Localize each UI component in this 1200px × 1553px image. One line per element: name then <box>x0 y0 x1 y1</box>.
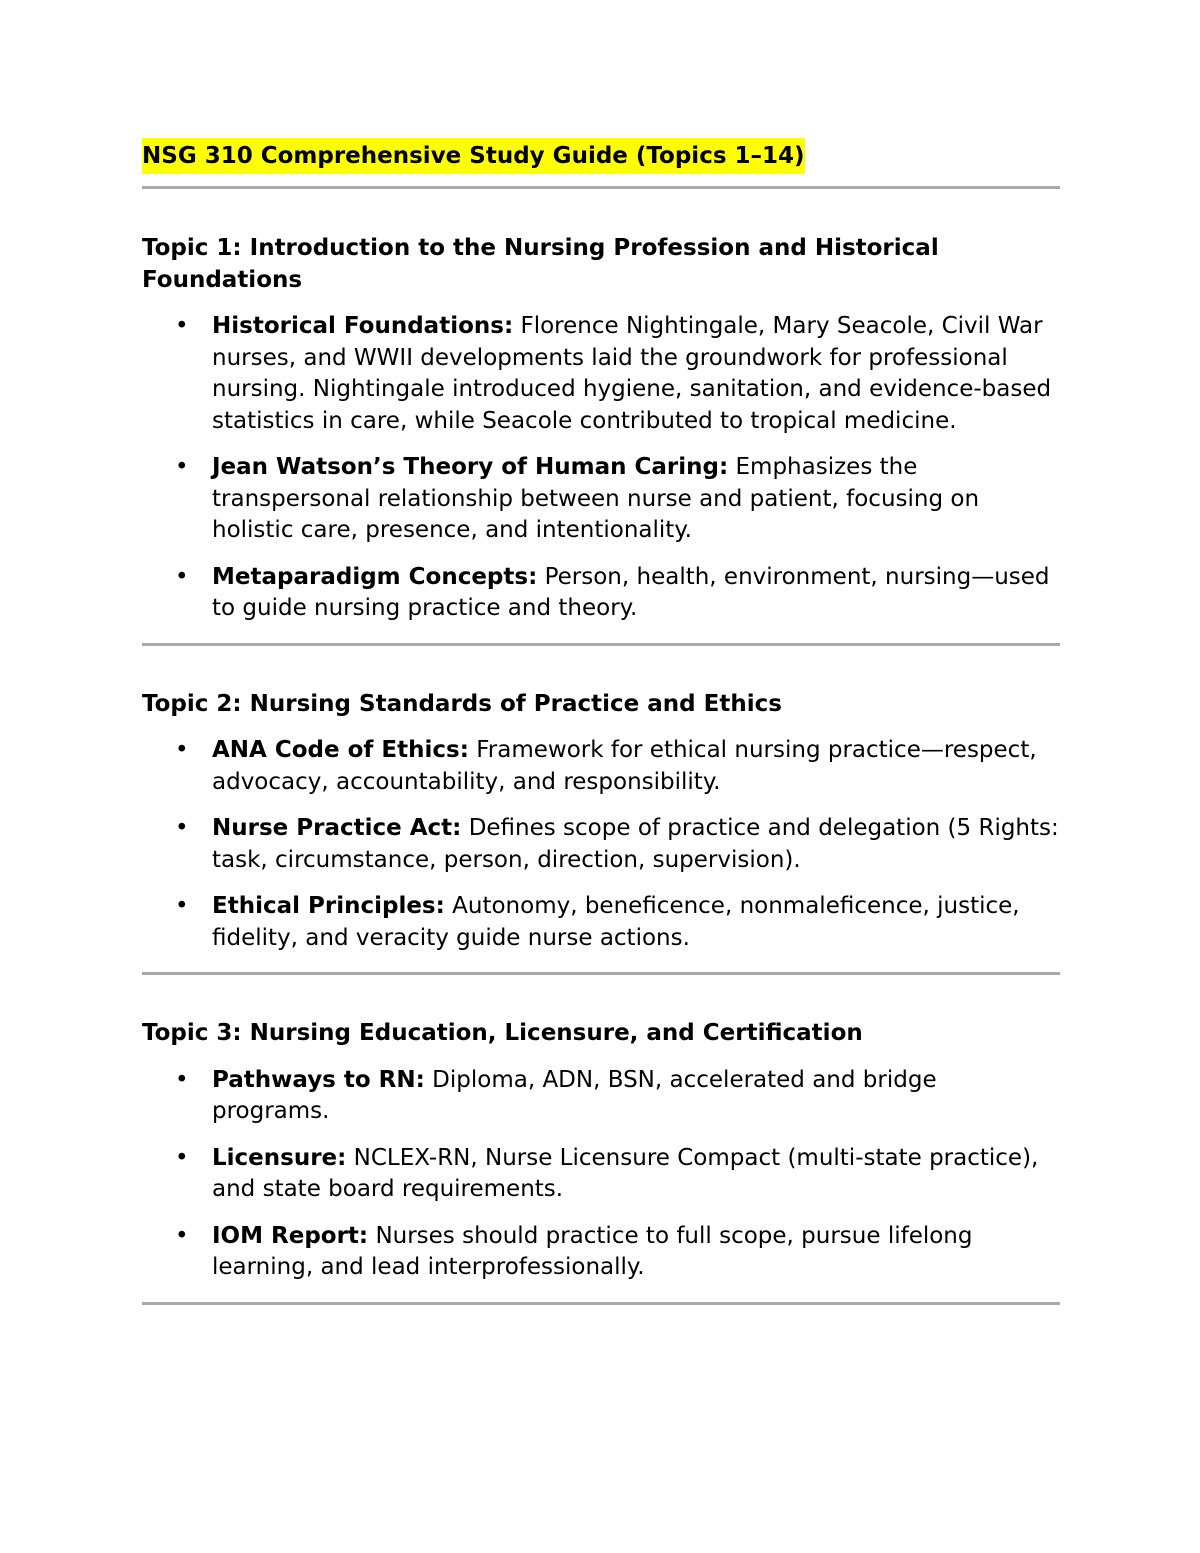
bullet-icon: • <box>175 815 189 841</box>
bullet-text: Defines scope of practice and delegation (5 Rights: task, circumstance, person, direction, supervision). <box>212 815 1059 873</box>
bullet-term: Jean Watson’s Theory of Human Caring: <box>212 454 729 480</box>
bullet-icon: • <box>175 1222 189 1249</box>
bullet-icon: • <box>175 1144 189 1171</box>
list-item <box>142 1065 1060 1128</box>
bullet-text: NCLEX-RN, Nurse Licensure Compact (multi-state practice), and state board requirements. <box>212 1144 1039 1202</box>
list-item <box>142 311 1060 437</box>
bullet-text: Autonomy, beneficence, nonmaleficence, justice, fidelity, and veracity guide nurse actions. <box>212 893 1020 951</box>
bullet-term: Pathways to RN: <box>212 1066 425 1093</box>
topic-heading: Topic 1: Introduction to the Nursing Profession and Historical Foundations <box>142 235 939 293</box>
list-item <box>142 735 1060 798</box>
bullet-icon: • <box>175 893 189 919</box>
topic-section-1 <box>142 233 1060 625</box>
section-divider <box>142 186 1060 189</box>
bullet-list <box>142 735 1060 954</box>
bullet-text: Emphasizes the transpersonal relationship between nurse and patient, focusing on holistic care, presence, and intentionality. <box>212 454 980 543</box>
bullet-icon: • <box>175 737 189 763</box>
list-item <box>142 1143 1060 1206</box>
bullet-icon: • <box>175 313 189 339</box>
bullet-term: IOM Report: <box>212 1222 369 1249</box>
topic-heading: Topic 2: Nursing Standards of Practice and Ethics <box>142 690 782 717</box>
bullet-text: Diploma, ADN, BSN, accelerated and bridge programs. <box>212 1066 937 1124</box>
bullet-term: Licensure: <box>212 1144 347 1171</box>
topic-section-3 <box>142 1018 1060 1284</box>
bullet-term: Ethical Principles: <box>212 893 445 919</box>
bullet-text: Framework for ethical nursing practice—respect, advocacy, accountability, and responsibility. <box>212 737 1037 795</box>
list-item <box>142 891 1060 954</box>
section-divider <box>142 972 1060 975</box>
bullet-term: ANA Code of Ethics: <box>212 737 469 763</box>
bullet-term: Historical Foundations: <box>212 313 514 339</box>
bullet-text: Florence Nightingale, Mary Seacole, Civil War nurses, and WWII developments laid the groundwork for professional nursing. Nightingale introduced hygiene, sanitation, and evidence-based statistics in care, while Seacole contributed to tropical medicine. <box>212 313 1052 434</box>
bullet-list <box>142 311 1060 625</box>
bullet-text: Nurses should practice to full scope, pursue lifelong learning, and lead interprofessionally. <box>212 1222 973 1280</box>
document-title: NSG 310 Comprehensive Study Guide (Topics 1–14) <box>142 138 805 174</box>
document-page <box>142 138 1060 1305</box>
topic-heading: Topic 3: Nursing Education, Licensure, and Certification <box>142 1020 863 1046</box>
list-item <box>142 452 1060 547</box>
bullet-list <box>142 1065 1060 1284</box>
section-divider <box>142 643 1060 646</box>
bullet-term: Metaparadigm Concepts: <box>212 563 538 590</box>
bullet-icon: • <box>175 454 189 480</box>
list-item <box>142 562 1060 625</box>
bullet-icon: • <box>175 1066 189 1093</box>
section-divider <box>142 1302 1060 1305</box>
bullet-text: Person, health, environment, nursing—used to guide nursing practice and theory. <box>212 563 1050 621</box>
bullet-term: Nurse Practice Act: <box>212 815 462 841</box>
bullet-icon: • <box>175 563 189 590</box>
list-item <box>142 1221 1060 1284</box>
list-item <box>142 813 1060 876</box>
topic-section-2 <box>142 689 1060 955</box>
